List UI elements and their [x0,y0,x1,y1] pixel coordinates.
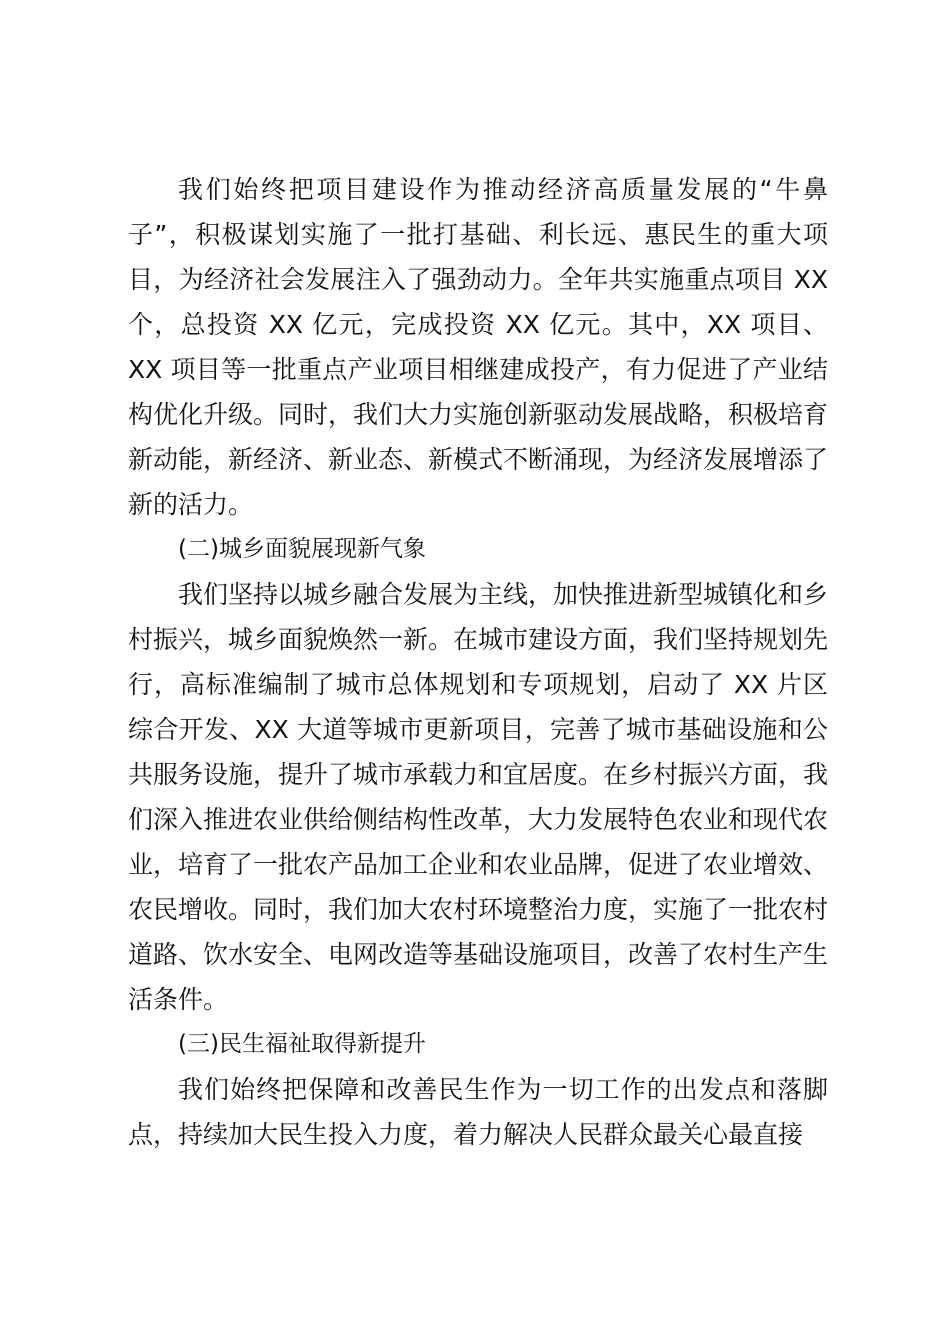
paragraph-urban-rural: 我们坚持以城乡融合发展为主线，加快推进新型城镇化和乡村振兴，城乡面貌焕然一新。在城市建设方面，我们坚持规划先行，高标准编制了城市总体规划和专项规划，启动了 XX 片区综合开发、XX 大道等城市更新项目，完善了城市基础设施和公共服务设施，提升了城市承载力和宜居度。在乡村振兴方面，我们深入推进农业供给侧结构性改革，大力发展特色农业和现代农业，培育了一批农产品加工企业和农业品牌，促进了农业增效、农民增收。同时，我们加大农村环境整治力度，实施了一批农村道路、饮水安全、电网改造等基础设施项目，改善了农村生产生活条件。 [128,580,829,1014]
paragraph-project-construction: 我们始终把项目建设作为推动经济高质量发展的“牛鼻子”，积极谋划实施了一批打基础、利长远、惠民生的重大项目，为经济社会发展注入了强劲动力。全年共实施重点项目 XX 个，总投资 XX 亿元，完成投资 XX 亿元。其中，XX 项目、XX 项目等一批重点产业项目相继建成投产，有力促进了产业结构优化升级。同时，我们大力实施创新驱动发展战略，积极培育新动能，新经济、新业态、新模式不断涌现，为经济发展增添了新的活力。 [128,175,829,519]
section-heading-livelihood: (三)民生福祉取得新提升 [178,1031,426,1057]
section-heading-urban-rural: (二)城乡面貌展现新气象 [178,536,426,562]
document-body [128,167,828,1157]
paragraph-livelihood: 我们始终把保障和改善民生作为一切工作的出发点和落脚点，持续加大民生投入力度，着力解决人民群众最关心最直接 [128,1075,828,1149]
